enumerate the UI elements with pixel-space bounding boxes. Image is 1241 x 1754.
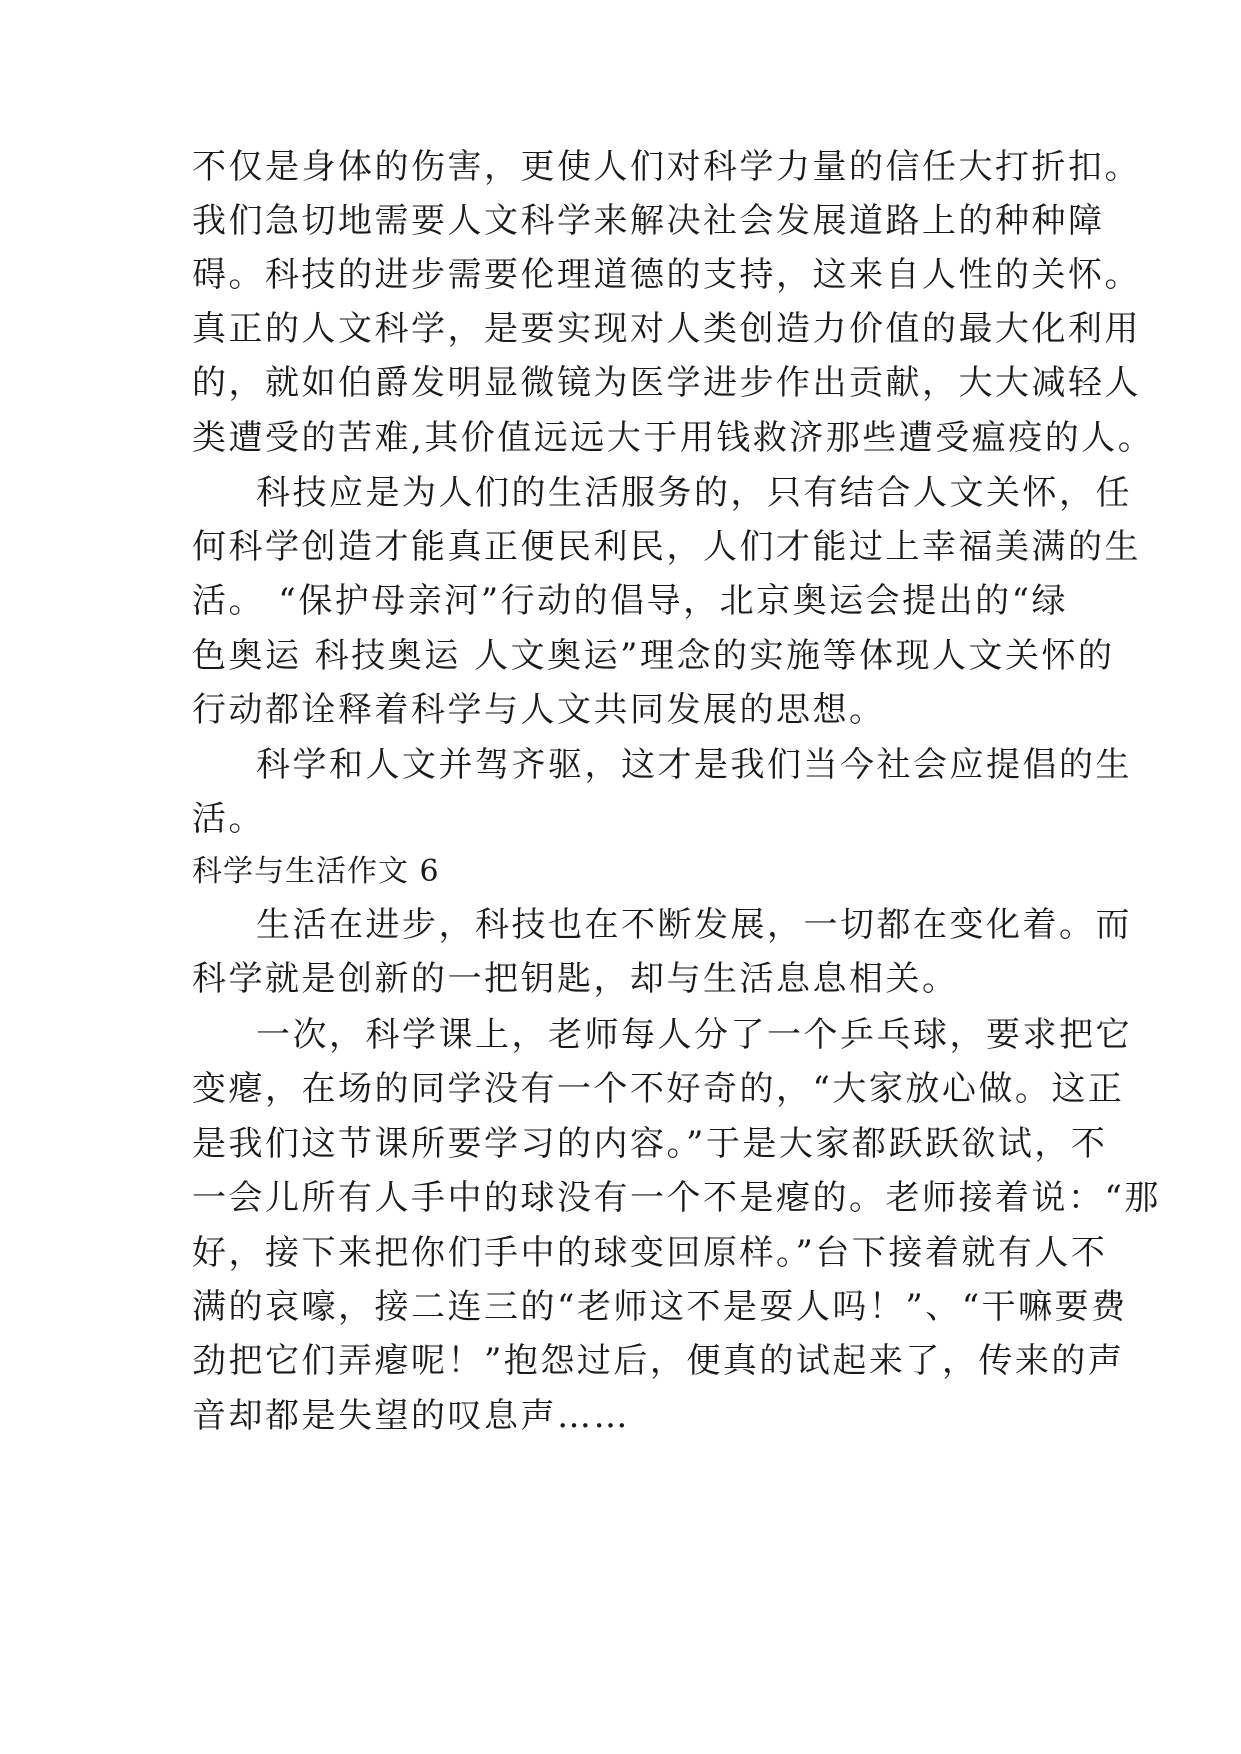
paragraph-2-line-3: 活。 “保护母亲河”行动的倡导，北京奥运会提出的“绿 xyxy=(192,581,1068,621)
paragraph-1-line-6: 类遭受的苦难,其价值远远大于用钱救济那些遭受瘟疫的人。 xyxy=(192,418,1155,458)
paragraph-4-line-2: 科学就是创新的一把钥匙，却与生活息息相关。 xyxy=(192,959,959,999)
section-heading: 科学与生活作文 6 xyxy=(192,854,440,889)
paragraph-5-line-2: 变瘪，在场的同学没有一个不好奇的，“大家放心做。这正 xyxy=(192,1069,1125,1109)
paragraph-5-line-8: 音却都是失望的叹息声…… xyxy=(192,1396,630,1436)
paragraph-5-line-3: 是我们这节课所要学习的内容。”于是大家都跃跃欲试，不 xyxy=(192,1124,1108,1164)
paragraph-2-line-5: 行动都诠释着科学与人文共同发展的思想。 xyxy=(192,690,886,730)
paragraph-5-line-1: 一次，科学课上，老师每人分了一个乒乓球，要求把它 xyxy=(256,1015,1132,1055)
paragraph-5-line-7: 劲把它们弄瘪呢！”抱怨过后，便真的试起来了，传来的声 xyxy=(192,1341,1125,1381)
paragraph-3-line-1: 科学和人文并驾齐驱，这才是我们当今社会应提倡的生 xyxy=(256,745,1132,785)
paragraph-5-line-5: 好，接下来把你们手中的球变回原样。”台下接着就有人不 xyxy=(192,1233,1108,1273)
paragraph-1-line-5: 的，就如伯爵发明显微镜为医学进步作出贡献，大大减轻人 xyxy=(192,363,1141,403)
paragraph-3-line-2: 活。 xyxy=(192,799,265,839)
paragraph-5-line-6: 满的哀嚎，接二连三的“老师这不是耍人吗！”、“干嘛要费 xyxy=(192,1287,1128,1327)
paragraph-2-line-2: 何科学创造才能真正便民利民，人们才能过上幸福美满的生 xyxy=(192,527,1141,567)
paragraph-2-line-4: 色奥运 科技奥运 人文奥运”理念的实施等体现人文关怀的 xyxy=(192,636,1115,676)
paragraph-4-line-1: 生活在进步，科技也在不断发展，一切都在变化着。而 xyxy=(256,905,1132,945)
paragraph-2-line-1: 科技应是为人们的生活服务的，只有结合人文关怀，任 xyxy=(256,473,1132,513)
paragraph-5-line-4: 一会儿所有人手中的球没有一个不是瘪的。老师接着说：“那 xyxy=(192,1178,1161,1218)
paragraph-1-line-4: 真正的人文科学，是要实现对人类创造力价值的最大化利用 xyxy=(192,309,1141,349)
paragraph-1-line-1: 不仅是身体的伤害，更使人们对科学力量的信任大打折扣。 xyxy=(192,147,1141,187)
paragraph-1-line-2: 我们急切地需要人文科学来解决社会发展道路上的种种障 xyxy=(192,201,1105,241)
paragraph-1-line-3: 碍。科技的进步需要伦理道德的支持，这来自人性的关怀。 xyxy=(192,255,1141,295)
